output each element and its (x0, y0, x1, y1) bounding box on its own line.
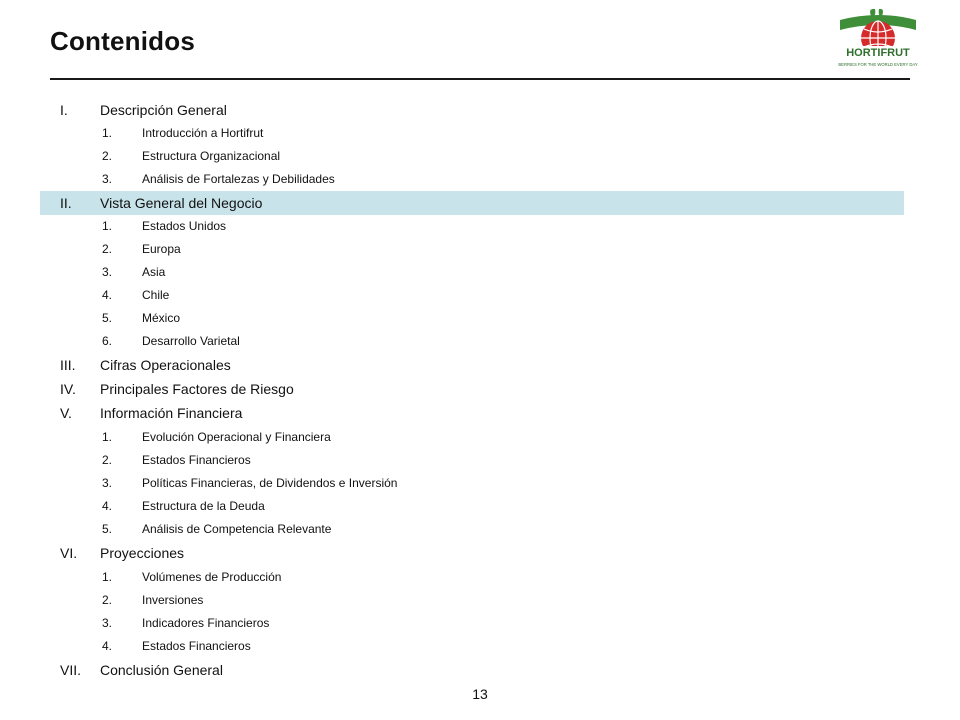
toc-number: 3. (102, 172, 113, 186)
toc-subsection[interactable] (40, 566, 904, 588)
toc-section[interactable] (40, 191, 904, 215)
toc-label: Estados Financieros (142, 453, 251, 467)
toc-number: 1. (102, 126, 113, 140)
toc-number: 1. (102, 430, 113, 444)
toc-label: Estructura Organizacional (142, 149, 281, 163)
toc-label: Europa (142, 242, 181, 256)
toc-label: Volúmenes de Producción (142, 570, 282, 584)
toc-number: VI. (60, 545, 78, 561)
toc-label: Vista General del Negocio (100, 195, 263, 211)
toc-label: Inversiones (142, 593, 204, 607)
toc-label: Cifras Operacionales (100, 357, 231, 373)
toc-label: Descripción General (100, 102, 227, 118)
toc-label: Políticas Financieras, de Dividendos e Inversión (142, 476, 398, 490)
toc-section[interactable] (40, 401, 904, 425)
toc-number: 3. (102, 476, 113, 490)
toc-label: Estructura de la Deuda (142, 499, 265, 513)
logo-tagline: BERRIES FOR THE WORLD EVERY DAY (838, 62, 918, 67)
toc-label: Conclusión General (100, 662, 223, 678)
toc-subsection[interactable] (40, 168, 904, 190)
toc-number: 5. (102, 522, 113, 536)
toc-label: Indicadores Financieros (142, 616, 270, 630)
toc-subsection[interactable] (40, 238, 904, 260)
page-title: Contenidos (50, 26, 195, 56)
toc-label: Estados Financieros (142, 639, 251, 653)
toc-subsection[interactable] (40, 518, 904, 540)
toc-subsection[interactable] (40, 495, 904, 517)
toc-label: Principales Factores de Riesgo (100, 381, 294, 397)
toc-label: Análisis de Competencia Relevante (142, 522, 332, 536)
toc-number: 2. (102, 593, 113, 607)
hortifrut-logo (838, 8, 918, 70)
toc-subsection[interactable] (40, 330, 904, 352)
title-divider (50, 78, 910, 80)
toc-section[interactable] (40, 658, 904, 682)
toc-section[interactable] (40, 541, 904, 565)
toc-number: 3. (102, 616, 113, 630)
toc-number: V. (60, 405, 72, 421)
toc-number: 4. (102, 499, 113, 513)
toc-label: Estados Unidos (142, 219, 227, 233)
toc-label: Desarrollo Varietal (142, 334, 240, 348)
toc-number: 6. (102, 334, 113, 348)
toc-section[interactable] (40, 377, 904, 401)
toc-subsection[interactable] (40, 307, 904, 329)
toc-number: III. (60, 357, 76, 373)
toc-subsection[interactable] (40, 589, 904, 611)
toc-label: Introducción a Hortifrut (142, 126, 264, 140)
toc-label: Información Financiera (100, 405, 243, 421)
toc-section[interactable] (40, 353, 904, 377)
toc-subsection[interactable] (40, 215, 904, 237)
toc-subsection[interactable] (40, 449, 904, 471)
toc-number: 1. (102, 219, 113, 233)
toc-number: 2. (102, 149, 113, 163)
toc-label: Evolución Operacional y Financiera (142, 430, 331, 444)
toc-number: II. (60, 195, 72, 211)
toc-number: I. (60, 102, 68, 118)
toc-number: 1. (102, 570, 113, 584)
toc-subsection[interactable] (40, 612, 904, 634)
toc-label: Análisis de Fortalezas y Debilidades (142, 172, 335, 186)
toc-label: México (142, 311, 181, 325)
logo-wordmark: HORTIFRUT (846, 47, 910, 59)
toc-number: 2. (102, 242, 113, 256)
toc-label: Proyecciones (100, 545, 185, 561)
toc-section[interactable] (40, 98, 904, 122)
toc-subsection[interactable] (40, 472, 904, 494)
page-number: 13 (472, 686, 488, 702)
toc-label: Chile (142, 288, 170, 302)
toc-number: 4. (102, 639, 113, 653)
toc-subsection[interactable] (40, 261, 904, 283)
toc-number: 5. (102, 311, 113, 325)
toc-subsection[interactable] (40, 426, 904, 448)
toc-number: 3. (102, 265, 113, 279)
toc-number: IV. (60, 381, 76, 397)
toc-subsection[interactable] (40, 635, 904, 657)
toc-number: VII. (60, 662, 82, 678)
toc-subsection[interactable] (40, 284, 904, 306)
toc-number: 4. (102, 288, 113, 302)
toc-subsection[interactable] (40, 145, 904, 167)
toc-label: Asia (142, 265, 166, 279)
toc-subsection[interactable] (40, 122, 904, 144)
toc-number: 2. (102, 453, 113, 467)
